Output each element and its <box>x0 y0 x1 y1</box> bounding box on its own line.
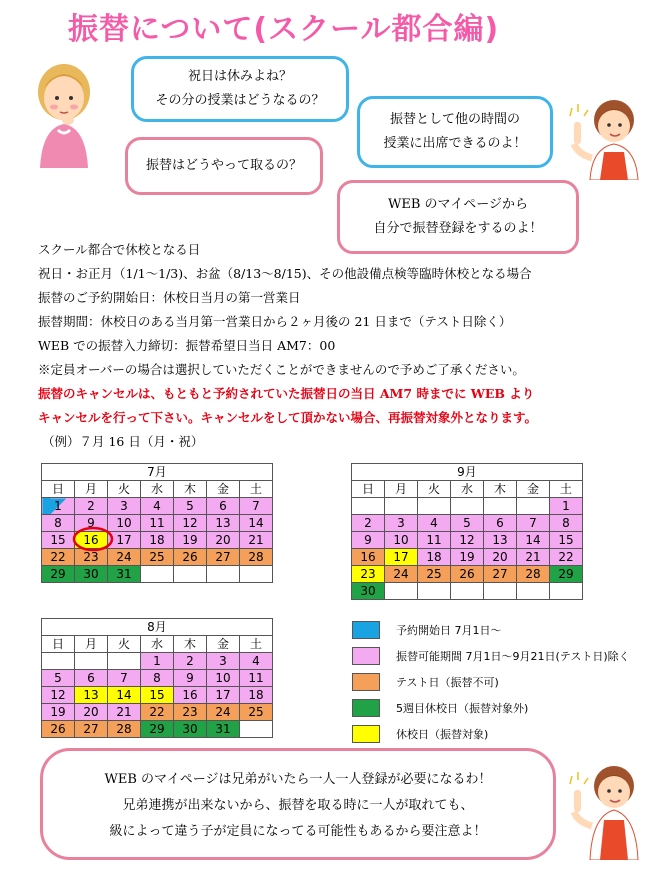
teacher-figure <box>568 96 650 180</box>
weekday-header: 金 <box>207 636 240 653</box>
answer-bubble-web <box>337 180 579 254</box>
weekday-header: 水 <box>451 481 484 498</box>
calendar-day: 4 <box>418 515 451 532</box>
cancel-notice-1: 振替のキャンセルは、もともと予約されていた振替日の当日 AM7 時までに WEB より <box>38 386 535 401</box>
weekday-header: 火 <box>418 481 451 498</box>
calendar-month-label: 8月 <box>42 619 273 636</box>
calendar-day <box>418 583 451 600</box>
calendar-day: 20 <box>75 704 108 721</box>
calendar-day: 19 <box>42 704 75 721</box>
calendar-day: 3 <box>108 498 141 515</box>
page-title: 振替について(スクール都合編) <box>68 12 500 47</box>
calendar-day <box>517 498 550 515</box>
calendar-day: 27 <box>207 549 240 566</box>
legend-swatch <box>352 699 380 717</box>
calendar-day: 23 <box>174 704 207 721</box>
calendar-day: 21 <box>517 549 550 566</box>
bottom-notice-bubble <box>40 748 556 860</box>
calendar-day: 20 <box>207 532 240 549</box>
calendar-day: 26 <box>42 721 75 738</box>
calendar-day <box>141 566 174 583</box>
bubble-text: 振替はどうやって取るの？ <box>145 158 302 173</box>
calendar-day: 11 <box>418 532 451 549</box>
calendar-day: 11 <box>240 670 273 687</box>
teacher-figure-bottom <box>566 760 650 860</box>
legend-label: 休校日（振替対象) <box>396 728 489 741</box>
girl-figure <box>28 58 98 168</box>
weekday-header: 日 <box>352 481 385 498</box>
weekday-header: 水 <box>141 481 174 498</box>
weekday-header: 月 <box>75 481 108 498</box>
calendar-day: 26 <box>174 549 207 566</box>
calendar-day <box>550 583 583 600</box>
calendar-day: 2 <box>174 653 207 670</box>
weekday-header: 水 <box>141 636 174 653</box>
calendar-day: 22 <box>42 549 75 566</box>
calendar-day: 7 <box>108 670 141 687</box>
weekday-header: 金 <box>207 481 240 498</box>
calendar-day: 15 <box>141 687 174 704</box>
calendar-day: 9 <box>174 670 207 687</box>
calendar-day: 12 <box>174 515 207 532</box>
calendar-day <box>385 498 418 515</box>
calendar-day: 16 <box>174 687 207 704</box>
calendar-day: 18 <box>418 549 451 566</box>
calendar-day: 5 <box>174 498 207 515</box>
info-capacity-note: ※定員オーバーの場合は選択していただくことができませんので予めご了承ください。 <box>38 362 525 377</box>
calendar-day <box>451 498 484 515</box>
bubble-text: 振替として他の時間の <box>389 112 520 127</box>
cancel-notice-2: キャンセルを行って下さい。キャンセルをして頂かない場合、再振替対象外となります。 <box>38 410 538 425</box>
calendar-day: 15 <box>42 532 75 549</box>
calendar-day: 23 <box>75 549 108 566</box>
calendar-day: 5 <box>42 670 75 687</box>
question-bubble-how <box>125 137 323 195</box>
calendar-day: 16 <box>75 532 108 549</box>
calendar-day: 25 <box>240 704 273 721</box>
calendar-day: 7 <box>240 498 273 515</box>
calendar-day: 15 <box>550 532 583 549</box>
bubble-text: WEB のマイページは兄弟がいたら一人一人登録が必要になるわ！ <box>104 772 492 787</box>
calendar-september <box>351 463 583 600</box>
calendar-day: 27 <box>75 721 108 738</box>
weekday-header: 日 <box>42 636 75 653</box>
bubble-text: WEB のマイページから <box>387 197 529 212</box>
calendar-day: 29 <box>141 721 174 738</box>
calendar-day: 10 <box>207 670 240 687</box>
calendar-month-label: 9月 <box>352 464 583 481</box>
calendar-day: 6 <box>484 515 517 532</box>
legend-label: テスト日（振替不可) <box>396 676 499 689</box>
question-bubble-holiday <box>131 56 349 122</box>
calendar-day <box>108 653 141 670</box>
example-highlight-circle <box>71 526 115 552</box>
calendar-day: 2 <box>75 498 108 515</box>
calendar-day <box>418 498 451 515</box>
calendar-july <box>41 463 273 583</box>
calendar-day: 12 <box>451 532 484 549</box>
calendar-day: 24 <box>385 566 418 583</box>
calendar-day: 13 <box>484 532 517 549</box>
legend-label: 予約開始日 7月1日～ <box>396 624 502 637</box>
calendar-day: 28 <box>240 549 273 566</box>
calendar-day: 1 <box>141 653 174 670</box>
bubble-text: 祝日は休みよね？ <box>187 69 292 84</box>
legend-swatch <box>352 647 380 665</box>
calendar-day: 31 <box>108 566 141 583</box>
calendar-day: 30 <box>352 583 385 600</box>
info-deadline: WEB での振替入力締切：振替希望日当日 AM7：00 <box>38 338 336 353</box>
calendar-day: 6 <box>207 498 240 515</box>
calendar-day: 3 <box>385 515 418 532</box>
calendar-day: 21 <box>240 532 273 549</box>
weekday-header: 月 <box>385 481 418 498</box>
calendar-day: 23 <box>352 566 385 583</box>
calendar-day: 28 <box>108 721 141 738</box>
calendar-day: 9 <box>75 515 108 532</box>
weekday-header: 火 <box>108 481 141 498</box>
calendar-day: 18 <box>240 687 273 704</box>
calendar-day <box>207 566 240 583</box>
weekday-header: 土 <box>240 636 273 653</box>
calendar-day: 8 <box>550 515 583 532</box>
calendar-day: 10 <box>108 515 141 532</box>
bubble-text: 兄弟連携が出来ないから、振替を取る時に一人が取れても、 <box>122 798 474 813</box>
calendar-day: 8 <box>42 515 75 532</box>
calendar-day: 25 <box>418 566 451 583</box>
legend-swatch <box>352 725 380 743</box>
calendar-day: 28 <box>517 566 550 583</box>
calendar-day: 25 <box>141 549 174 566</box>
weekday-header: 金 <box>517 481 550 498</box>
info-booking-start: 振替のご予約開始日：休校日当月の第一営業日 <box>38 290 301 305</box>
weekday-header: 木 <box>174 636 207 653</box>
calendar-day: 6 <box>75 670 108 687</box>
calendar-day: 31 <box>207 721 240 738</box>
calendar-day: 27 <box>484 566 517 583</box>
legend-swatch <box>352 673 380 691</box>
calendar-day: 22 <box>550 549 583 566</box>
bubble-text: その分の授業はどうなるの？ <box>155 93 325 108</box>
calendar-day: 24 <box>207 704 240 721</box>
calendar-day: 17 <box>108 532 141 549</box>
calendar-day: 14 <box>108 687 141 704</box>
calendar-day: 2 <box>352 515 385 532</box>
calendar-day: 3 <box>207 653 240 670</box>
calendar-day: 10 <box>385 532 418 549</box>
calendar-day: 29 <box>550 566 583 583</box>
info-closure-days: 祝日・お正月（1/1～1/3)、お盆（8/13～8/15)、その他設備点検等臨時休校となる場合 <box>38 266 532 281</box>
weekday-header: 日 <box>42 481 75 498</box>
calendar-day: 30 <box>75 566 108 583</box>
calendar-day: 30 <box>174 721 207 738</box>
calendar-august <box>41 618 273 738</box>
calendar-day <box>240 721 273 738</box>
calendar-day: 14 <box>517 532 550 549</box>
calendar-day <box>484 498 517 515</box>
weekday-header: 木 <box>174 481 207 498</box>
calendar-day: 12 <box>42 687 75 704</box>
calendar-day: 11 <box>141 515 174 532</box>
calendar-day: 5 <box>451 515 484 532</box>
bubble-text: 級によって違う子が定員になってる可能性もあるから要注意よ！ <box>109 824 487 839</box>
calendar-day <box>75 653 108 670</box>
calendar-day: 19 <box>174 532 207 549</box>
calendar-day: 18 <box>141 532 174 549</box>
calendar-day: 13 <box>207 515 240 532</box>
calendar-day <box>42 653 75 670</box>
info-heading: スクール都合で休校となる日 <box>38 242 201 257</box>
calendar-day: 29 <box>42 566 75 583</box>
calendar-day: 7 <box>517 515 550 532</box>
legend-label: 5週目休校日（振替対象外) <box>396 702 529 715</box>
calendar-day <box>240 566 273 583</box>
calendar-day: 4 <box>240 653 273 670</box>
calendar-day <box>352 498 385 515</box>
calendar-day: 22 <box>141 704 174 721</box>
calendar-day: 21 <box>108 704 141 721</box>
legend-label: 振替可能期間 7月1日～9月21日(テスト日)除く <box>396 650 630 663</box>
calendar-day: 9 <box>352 532 385 549</box>
calendar-day <box>484 583 517 600</box>
calendar-month-label: 7月 <box>42 464 273 481</box>
weekday-header: 土 <box>550 481 583 498</box>
calendar-day: 16 <box>352 549 385 566</box>
calendar-day <box>174 566 207 583</box>
weekday-header: 月 <box>75 636 108 653</box>
calendar-day: 20 <box>484 549 517 566</box>
bubble-text: 授業に出席できるのよ！ <box>383 136 527 151</box>
legend-swatch <box>352 621 380 639</box>
info-transfer-period: 振替期間：休校日のある当月第一営業日から２ヶ月後の 21 日まで（テスト日除く） <box>38 314 512 329</box>
calendar-day: 13 <box>75 687 108 704</box>
bubble-text: 自分で振替登録をするのよ！ <box>373 221 543 236</box>
calendar-day: 17 <box>207 687 240 704</box>
calendar-day <box>385 583 418 600</box>
answer-bubble-attend <box>357 96 553 168</box>
calendar-day: 8 <box>141 670 174 687</box>
calendar-day: 1 <box>42 498 75 515</box>
weekday-header: 火 <box>108 636 141 653</box>
calendar-day <box>517 583 550 600</box>
calendar-day: 14 <box>240 515 273 532</box>
calendar-day: 24 <box>108 549 141 566</box>
weekday-header: 木 <box>484 481 517 498</box>
calendar-day <box>451 583 484 600</box>
calendar-day: 19 <box>451 549 484 566</box>
calendar-day: 26 <box>451 566 484 583</box>
weekday-header: 土 <box>240 481 273 498</box>
calendar-day: 1 <box>550 498 583 515</box>
example-date: （例）７月 16 日（月・祝） <box>42 434 204 449</box>
calendar-day: 17 <box>385 549 418 566</box>
calendar-day: 4 <box>141 498 174 515</box>
